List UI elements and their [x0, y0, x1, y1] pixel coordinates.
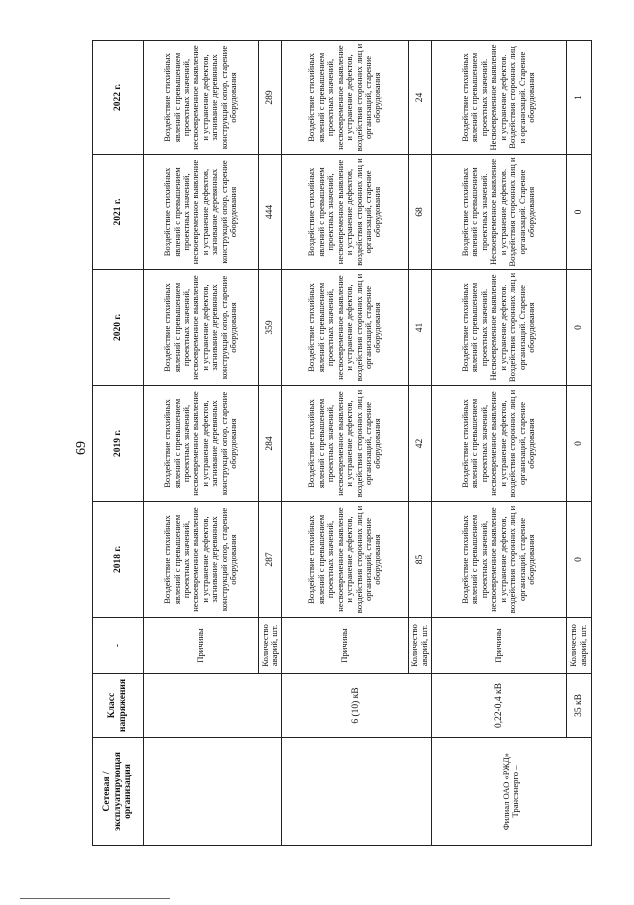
count-2019: 42: [408, 386, 431, 502]
row-label-causes: Причины: [143, 618, 259, 674]
header-year-2020: 2020 г.: [93, 270, 144, 386]
footer-line: [20, 898, 170, 899]
cause-2020: Воздействие стихийных явлений с превышением проектных значений, несвоевременное выявление и устранение дефектов, загнивание деревянных конструкций опор, старение оборудования: [143, 270, 259, 386]
table-row: [143, 41, 259, 846]
cause-2020: Воздействие стихийных явлений с превышением проектных значений, несвоевременное выявление и устранение дефектов, воздействия сторонних лиц и организаций, старение оборудования: [282, 270, 408, 386]
header-dash: -: [93, 618, 144, 674]
row-label-causes: Причины: [282, 618, 408, 674]
cause-2021: Воздействие стихийных явлений с превышением проектных значений, несвоевременное выявление и устранение дефектов, воздействия сторонних лиц и организаций, старение оборудования: [282, 155, 408, 270]
count-2020: 359: [259, 270, 282, 386]
row-label-count: Количество аварий, шт.: [408, 618, 431, 674]
header-year-2018: 2018 г.: [93, 502, 144, 618]
page-number: 69: [74, 441, 89, 455]
count-2021: 444: [259, 155, 282, 270]
row-label-count: Количество аварий, шт.: [259, 618, 282, 674]
voltage-cell-blank: [143, 674, 282, 738]
header-year-2021: 2021 г.: [93, 155, 144, 270]
header-row: [93, 41, 144, 846]
count-2018: 85: [408, 502, 431, 618]
count-2020: 41: [408, 270, 431, 386]
org-cell-blank: [282, 738, 432, 846]
cause-2022: Воздействие стихийных явлений с превышением проектных значений, несвоевременное выявление и устранение дефектов, загнивание деревянных конструкций опор, старение оборудования: [143, 41, 259, 155]
table-row: [282, 41, 408, 846]
count-2018: 0: [566, 502, 591, 618]
count-2022: 24: [408, 41, 431, 155]
header-year-2022: 2022 г.: [93, 41, 144, 155]
table-row: [566, 41, 591, 846]
org-cell-name: Филиал ОАО «РЖД» Трансэнерго –: [431, 738, 591, 846]
cause-2019: Воздействие стихийных явлений с превышением проектных значений, несвоевременное выявление и устранение дефектов, загнивание деревянных конструкций опор, старение оборудования: [143, 386, 259, 502]
cause-2018: Воздействие стихийных явлений с превышением проектных значений, несвоевременное выявление и устранение дефектов, загнивание деревянных конструкций опор, старение оборудования: [143, 502, 259, 618]
count-2019: 0: [566, 386, 591, 502]
count-2022: 1: [566, 41, 591, 155]
header-org: Сетевая / эксплуатирующая организация: [93, 738, 144, 846]
count-2021: 68: [408, 155, 431, 270]
cause-2018: Воздействие стихийных явлений с превышением проектных значений, несвоевременное выявление и устранение дефектов, воздействия сторонних лиц и организаций, старение оборудования: [431, 502, 566, 618]
table-row: [431, 41, 566, 846]
row-label-count: Количество аварий, шт.: [566, 618, 591, 674]
cause-2021: Воздействие стихийных явлений с превышением проектных значений. Несвоевременное выявление и устранение дефектов. Воздействия сторонних лиц и организаций. Старение оборудования: [431, 155, 566, 270]
header-year-2019: 2019 г.: [93, 386, 144, 502]
voltage-022-04: 0,22-0,4 кВ: [431, 674, 566, 738]
cause-2018: Воздействие стихийных явлений с превышением проектных значений, несвоевременное выявление и устранение дефектов, воздействия сторонних лиц и организаций, старение оборудования: [282, 502, 408, 618]
cause-2022: Воздействие стихийных явлений с превышением проектных значений. Несвоевременное выявление и устранение дефектов. Воздействия сторонних лиц и организаций. Старение оборудования: [431, 41, 566, 155]
org-cell-blank: [143, 738, 282, 846]
cause-2021: Воздействие стихийных явлений с превышением проектных значений, несвоевременное выявление и устранение дефектов, загнивание деревянных конструкций опор, старение оборудования: [143, 155, 259, 270]
voltage-35: 35 кВ: [566, 674, 591, 738]
row-label-causes: Причины: [431, 618, 566, 674]
cause-2022: Воздействие стихийных явлений с превышением проектных значений, несвоевременное выявление и устранение дефектов, воздействия сторонних лиц и организаций, старение оборудования: [282, 41, 408, 155]
rotated-table-container: [92, 41, 592, 846]
count-2018: 287: [259, 502, 282, 618]
count-2021: 0: [566, 155, 591, 270]
cause-2020: Воздействие стихийных явлений с превышением проектных значений. Несвоевременное выявление и устранение дефектов. Воздействия сторонних лиц и организаций. Старение оборудования: [431, 270, 566, 386]
cause-2019: Воздействие стихийных явлений с превышением проектных значений, несвоевременное выявление и устранение дефектов, воздействия сторонних лиц и организаций, старение оборудования: [431, 386, 566, 502]
count-2019: 284: [259, 386, 282, 502]
count-2022: 289: [259, 41, 282, 155]
count-2020: 0: [566, 270, 591, 386]
cause-2019: Воздействие стихийных явлений с превышением проектных значений, несвоевременное выявление и устранение дефектов, воздействия сторонних лиц и организаций, старение оборудования: [282, 386, 408, 502]
voltage-6-10: 6 (10) кВ: [282, 674, 432, 738]
accidents-table: [92, 40, 592, 846]
header-voltage-class: Класс напряжения: [93, 674, 144, 738]
